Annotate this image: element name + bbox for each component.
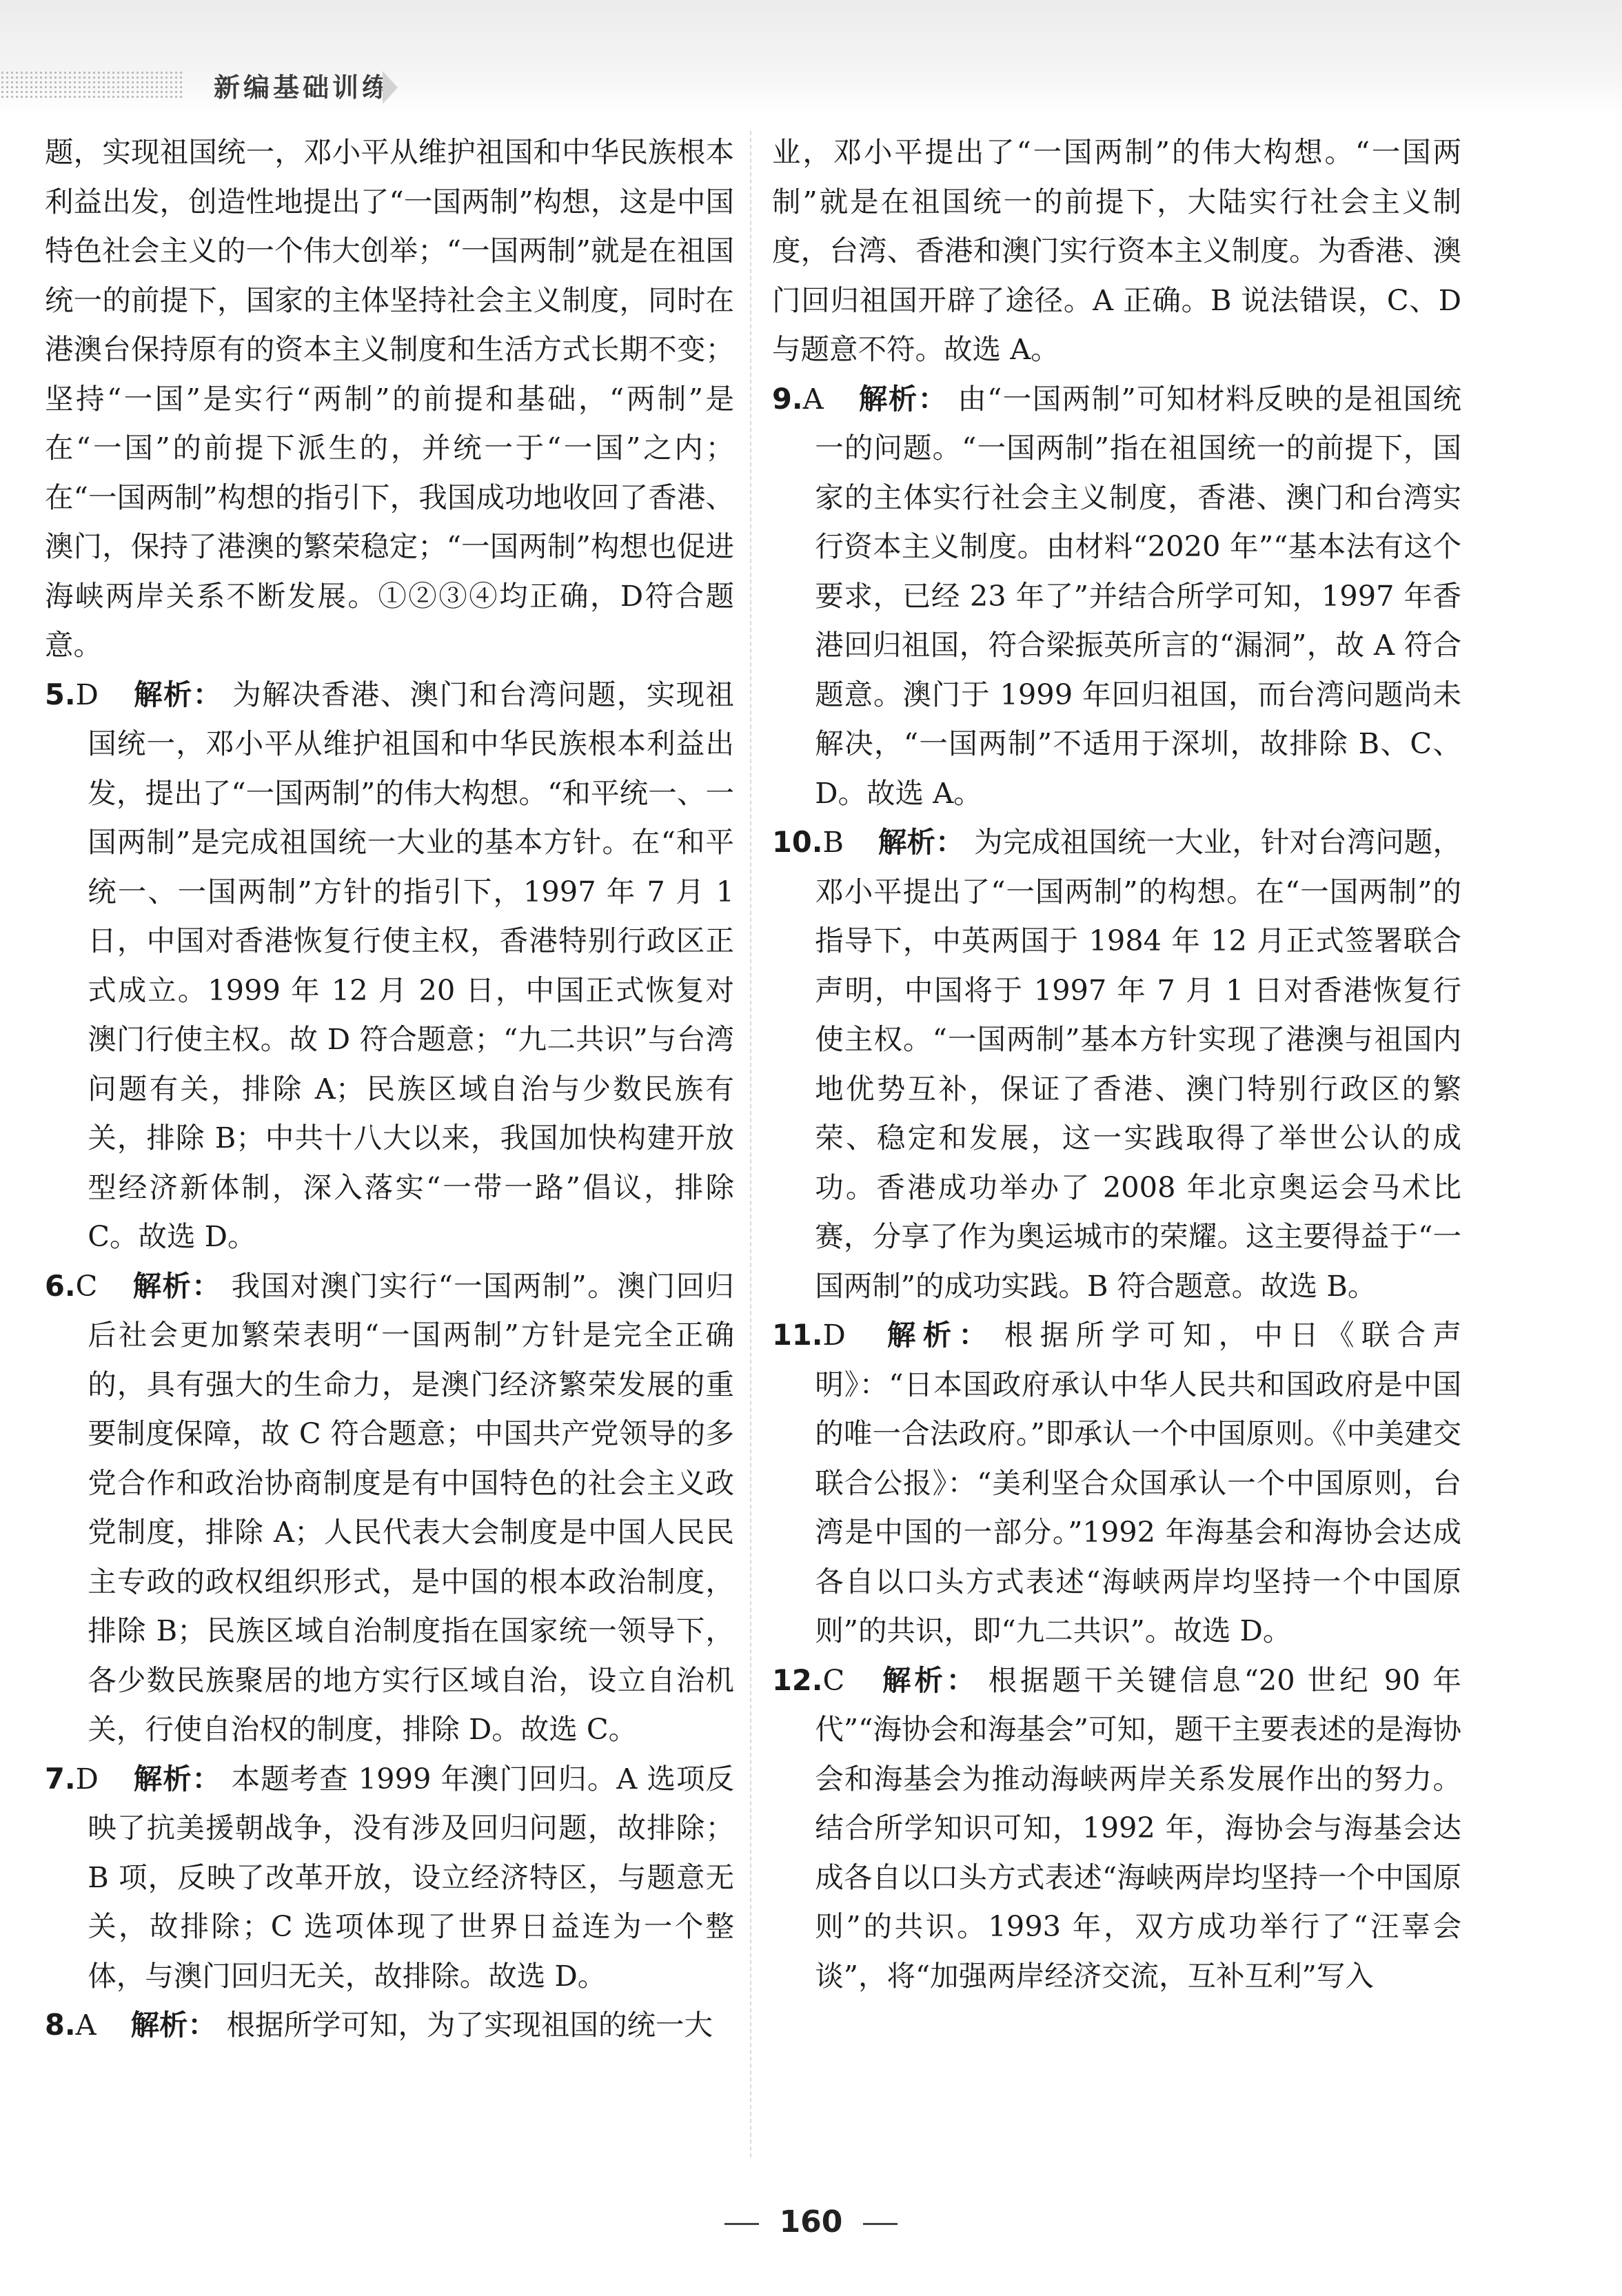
item-number: 10. (772, 825, 823, 859)
analysis-text: 我国对澳门实行“一国两制”。澳门回归后社会更加繁荣表明“一国两制”方针是完全正确的，具有强大的生命力，是澳门经济繁荣发展的重要制度保障，故 C 符合题意；中国共产党领导的多党合作和政治协商制度是有中国特色的社会主义政党制度，排除 A；人民代表大会制度是中国人民民主专政的政权组织形式，是中国的根本政治制度，排除 B；民族区域自治制度指在国家统一领导下，各少数民族聚居的地方实行区域自治，设立自治机关，行使自治权的制度，排除 D。故选 C。 (88, 1268, 734, 1746)
answer-item-11 (772, 1310, 1461, 1656)
item-number: 11. (772, 1318, 823, 1352)
analysis-text: 根据题干关键信息“20 世纪 90 年代”“海协会和海基会”可知，题干主要表述的是海协会和海基会为推动海峡两岸关系发展作出的努力。结合所学知识可知，1992 年，海协会与海基会达成各自以口头方式表述“海峡两岸均坚持一个中国原则”的共识。1993 年，双方成功举行了“汪辜会谈”，将“加强两岸经济交流，互补互利”写入 (815, 1663, 1461, 1993)
continued-paragraph: 题，实现祖国统一，邓小平从维护祖国和中华民族根本利益出发，创造性地提出了“一国两制”构想，这是中国特色社会主义的一个伟大创举；“一国两制”就是在祖国统一的前提下，国家的主体坚持社会主义制度，同时在港澳台保持原有的资本主义制度和生活方式长期不变；坚持“一国”是实行“两制”的前提和基础，“两制”是在“一国”的前提下派生的，并统一于“一国”之内；在“一国两制”构想的指引下，我国成功地收回了香港、澳门，保持了港澳的繁荣稳定；“一国两制”构想也促进海峡两岸关系不断发展。①②③④均正确，D符合题意。 (45, 135, 734, 662)
analysis-text: 为完成祖国统一大业，针对台湾问题，邓小平提出了“一国两制”的构想。在“一国两制”的指导下，中英两国于 1984 年 12 月正式签署联合声明，中国将于 1997 年 7 月 1 日对香港恢复行使主权。“一国两制”基本方针实现了港澳与祖国内地优势互补，保证了香港、澳门特别行政区的繁荣、稳定和发展，这一实践取得了举世公认的成功。香港成功举办了 2008 年北京奥运会马术比赛，分享了作为奥运城市的荣耀。这主要得益于“一国两制”的成功实践。B 符合题意。故选 B。 (815, 825, 1461, 1303)
answer-item-8 (45, 2000, 734, 2050)
answer-item-12 (772, 1656, 1461, 2001)
page-footer (0, 2204, 1622, 2239)
analysis-text: 根据所学可知，为了实现祖国的统一大 (226, 2008, 713, 2042)
answer-item-9 (772, 374, 1461, 818)
analysis-label: 解析： (880, 1318, 995, 1352)
item-number: 12. (772, 1663, 823, 1697)
analysis-text: 本题考查 1999 年澳门回归。A 选项反映了抗美援朝战争，没有涉及回归问题，故排除；B 项，反映了改革开放，设立经济特区，与题意无关，故排除；C 选项体现了世界日益连为一个整体，与澳门回归无关，故排除。故选 D。 (88, 1761, 734, 1993)
item-answer: D (822, 1318, 846, 1352)
header-arrow-decoration (383, 71, 398, 104)
analysis-label: 解析： (132, 677, 223, 711)
item-number: 5. (45, 677, 76, 711)
analysis-label: 解析： (132, 1268, 222, 1303)
answer-item-7 (45, 1754, 734, 2001)
item-answer: A (75, 2008, 97, 2042)
continued-paragraph: 业，邓小平提出了“一国两制”的伟大构想。“一国两制”就是在祖国统一的前提下，大陆实行社会主义制度，台湾、香港和澳门实行资本主义制度。为香港、澳门回归祖国开辟了途径。A 正确。B 说法错误，C、D 与题意不符。故选 A。 (772, 135, 1461, 366)
column-divider (750, 131, 751, 2157)
item-answer: D (75, 1761, 99, 1796)
analysis-label: 解析： (132, 1761, 222, 1796)
answer-item-10 (772, 817, 1461, 1310)
left-column (45, 128, 734, 2168)
item-number: 6. (45, 1268, 76, 1303)
analysis-label: 解析： (130, 2008, 216, 2042)
answer-item-5 (45, 670, 734, 1261)
footer-rule-right (863, 2223, 898, 2225)
analysis-label: 解析： (858, 381, 948, 416)
analysis-label: 解析： (878, 825, 964, 859)
item-answer: C (822, 1663, 845, 1697)
analysis-text: 根据所学可知，中日《联合声明》：“日本国政府承认中华人民共和国政府是中国的唯一合法政府。”即承认一个中国原则。《中美建交联合公报》：“美利坚合众国承认一个中国原则，台湾是中国的一部分。”1992 年海基会和海协会达成各自以口头方式表述“海峡两岸均坚持一个中国原则”的共识，即“九二共识”。故选 D。 (815, 1318, 1461, 1647)
item-answer: D (75, 677, 99, 711)
item-answer: B (822, 825, 844, 859)
page-number: 160 (779, 2204, 843, 2239)
footer-rule-left (724, 2223, 759, 2225)
item-answer: A (802, 381, 824, 416)
item-number: 8. (45, 2008, 76, 2042)
analysis-label: 解析： (879, 1663, 979, 1697)
series-title: 新编基础训练 (214, 72, 392, 103)
analysis-text: 由“一国两制”可知材料反映的是祖国统一的问题。“一国两制”指在祖国统一的前提下，国家的主体实行社会主义制度，香港、澳门和台湾实行资本主义制度。由材料“2020 年”“基本法有这个要求，已经 23 年了”并结合所学可知，1997 年香港回归祖国，符合梁振英所言的“漏洞”，故 A 符合题意。澳门于 1999 年回归祖国，而台湾问题尚未解决，“一国两制”不适用于深圳，故排除 B、C、D。故选 A。 (815, 381, 1461, 810)
right-column (772, 128, 1461, 2168)
header-dot-pattern (0, 70, 183, 101)
item-answer: C (75, 1268, 98, 1303)
answer-item-6 (45, 1261, 734, 1754)
item-number: 7. (45, 1761, 76, 1796)
analysis-text: 为解决香港、澳门和台湾问题，实现祖国统一，邓小平从维护祖国和中华民族根本利益出发，提出了“一国两制”的伟大构想。“和平统一、一国两制”是完成祖国统一大业的基本方针。在“和平统一、一国两制”方针的指引下，1997 年 7 月 1 日，中国对香港恢复行使主权，香港特别行政区正式成立。1999 年 12 月 20 日，中国正式恢复对澳门行使主权。故 D 符合题意；“九二共识”与台湾问题有关，排除 A；民族区域自治与少数民族有关，排除 B；中共十八大以来，我国加快构建开放型经济新体制，深入落实“一带一路”倡议，排除 C。故选 D。 (88, 677, 734, 1253)
item-number: 9. (772, 381, 803, 416)
